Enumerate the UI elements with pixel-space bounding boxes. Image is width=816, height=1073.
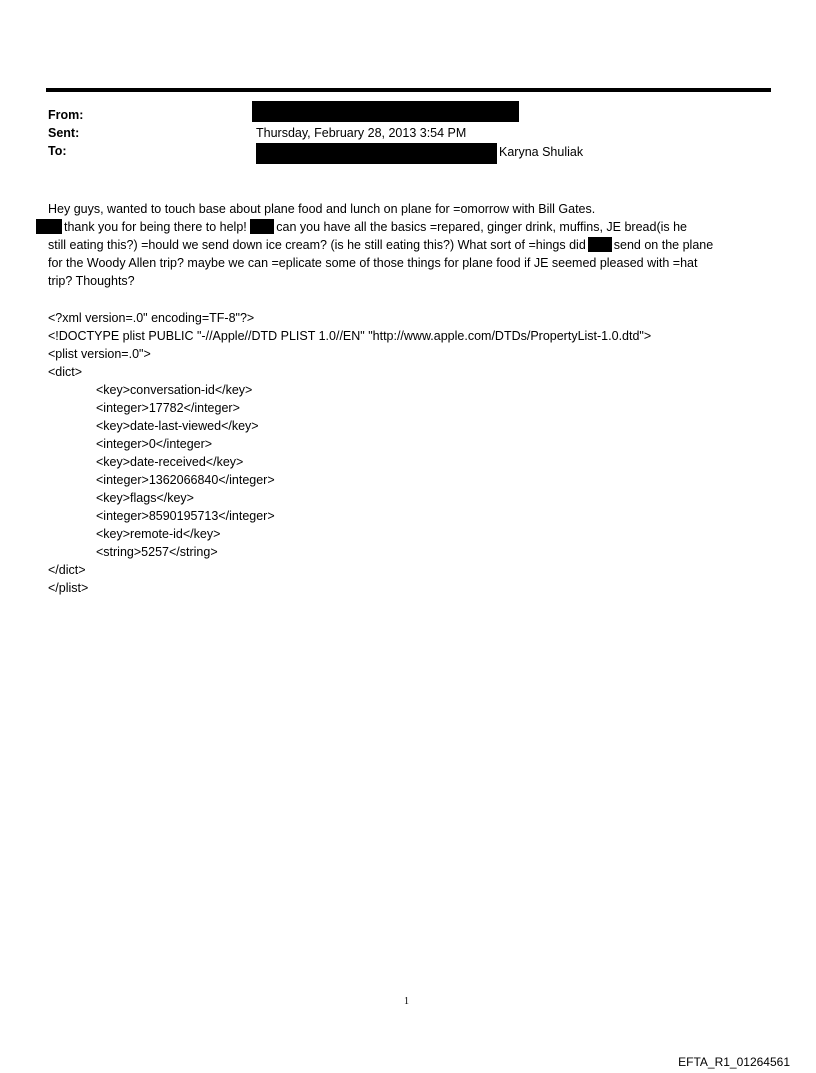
redaction [588,237,612,252]
xml-line: <key>flags</key> [96,491,194,505]
xml-line: <plist version=.0"> [48,347,151,361]
xml-line: <integer>17782</integer> [96,401,240,415]
xml-line: <key>remote-id</key> [96,527,221,541]
xml-line: <integer>1362066840</integer> [96,473,275,487]
xml-line: <key>date-received</key> [96,455,244,469]
plist-xml [48,309,651,597]
xml-line: <string>5257</string> [96,545,218,559]
xml-line: <key>date-last-viewed</key> [96,419,259,433]
to-redaction [256,143,497,164]
from-label: From: [48,108,84,122]
body-line-1: Hey guys, wanted to touch base about plane food and lunch on plane for =omorrow with Bill Gates. [48,202,596,216]
xml-line: <integer>8590195713</integer> [96,509,275,523]
xml-line: <!DOCTYPE plist PUBLIC "-//Apple//DTD PLIST 1.0//EN" "http://www.apple.com/DTDs/PropertyList-1.0.dtd"> [48,329,652,343]
xml-line: </dict> [48,563,86,577]
xml-line: <key>conversation-id</key> [96,383,253,397]
body-line-2: thank you for being there to help! can you have all the basics =repared, ginger drink, muffins, JE bread(is he [48,218,768,236]
xml-line: </plist> [48,581,89,595]
from-redaction [252,101,519,122]
to-value: Karyna Shuliak [499,145,584,159]
redaction [36,219,62,234]
redaction [250,219,274,234]
email-body [48,200,768,290]
xml-line: <dict> [48,365,83,379]
sent-value: Thursday, February 28, 2013 3:54 PM [256,126,467,140]
document-id: EFTA_R1_01264561 [678,1055,790,1069]
xml-line: <integer>0</integer> [96,437,213,451]
page-number: 1 [404,996,409,1007]
sent-label: Sent: [48,126,80,140]
body-line-4: for the Woody Allen trip? maybe we can =eplicate some of those things for plane food if JE seemed pleased with =hat [48,256,698,270]
body-line-5: trip? Thoughts? [48,274,135,288]
xml-line: <?xml version=.0" encoding=TF-8"?> [48,311,255,325]
header-rule [46,88,771,92]
body-line-3: still eating this?) =hould we send down ice cream? (is he still eating this?) What sort of =hings did send on the plane [48,238,714,252]
to-label: To: [48,144,67,158]
